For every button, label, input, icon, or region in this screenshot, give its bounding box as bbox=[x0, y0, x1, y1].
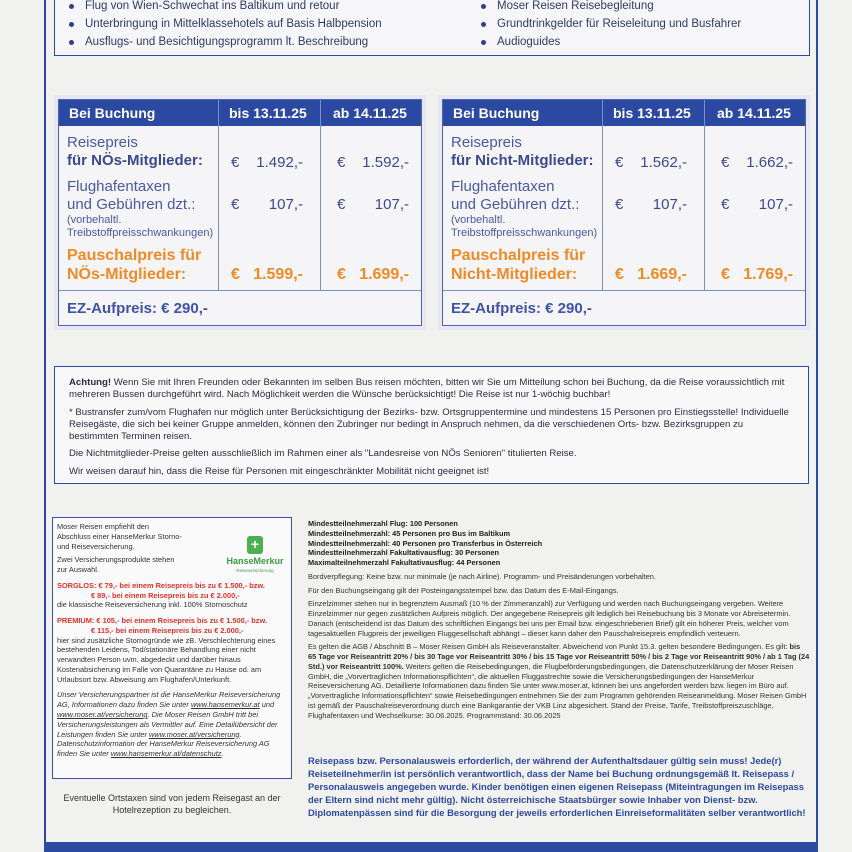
premium-price: PREMIUM: € 105,- bei einem Reisepreis bis zu € 1.500,- bzw. bbox=[57, 616, 268, 626]
notice-paragraph: * Bustransfer zum/vom Flughafen nur möglich unter Berücksichtigung der Bezirks- bzw. Ortsgruppentermine und mindestens 15 Personen pro Einstiegsstelle! Individuelle Reisegäste, die sich bei keiner Gruppe anmelden, können den Zubringer nur bedingt in Anspruch nehmen, da die verschiedenen Orts- bzw. Bezirksgruppen zu bestimmten Terminen reisen. bbox=[69, 406, 789, 443]
participant-minimums: Mindestteilnehmerzahl Flug: 100 Personen Mindestteilnehmerzahl: 45 Personen pro Bus im Baltikum Mindestteilnehmerzahl: 40 Personen pro Transferbus in Österreich Mindestteilnehmerzahl Fakultativausflug: 30 Personen Maximalteilnehmerzahl Fakultativausflug: 44 Personen bbox=[308, 519, 543, 568]
conditions-paragraph: Für den Buchungseingang gilt der Posteingangsstempel bzw. das Datum des E-Mail-Eingangs. bbox=[308, 585, 619, 595]
moser-insurance-link-2[interactable]: www.moser.at/versicherung bbox=[149, 729, 240, 739]
conditions-paragraph: Einzelzimmer stehen nur in begrenztem Ausmaß (10 % der Zimmeranzahl) zur Verfügung und werden nach Buchungseingang vergeben. Weitere Einzelzimmer nur gegen zusätzlichen Aufpreis möglich. Der angegebene Reisepreis gilt lediglich bei Reisebuchung bis 3 Monate vor Abreisetermin. Danach (entscheidend ist das Datum des schriftlichen Eingangs bei uns per Email bzw. eingeschriebenen Brief) gilt ein höherer Preis, welcher vom tagesaktuellen Flugpreis der jeweiligen Fluggesellschaft abhängt – dieser kann daher den Pauschalreisepreis empfindlich verteuern. bbox=[308, 599, 791, 638]
list-item: Audioguides bbox=[471, 33, 741, 51]
list-item: Flug von Wien-Schwechat ins Baltikum und retour bbox=[59, 0, 382, 15]
header-col2: ab 14.11.25 bbox=[333, 105, 407, 121]
premium-desc: hier sind zusätzliche Stornogründe wie zB. Verschlechterung eines bestehenden Leidens, Tod/stationäre Behandlung einer nicht verwandten Person uvm. abgedeckt und darüber hinaus Kostenabsicherung im Falle von Quarantäne zu Hause od. am Urlaubsort bzw. Abweisung am Flughafen/Unterkunft. bbox=[57, 635, 276, 684]
hansemerkur-privacy-link[interactable]: www.hansemerkur.at/datenschutz bbox=[110, 749, 222, 759]
list-item: Grundtrinkgelder für Reiseleitung und Busfahrer bbox=[471, 15, 741, 33]
list-item: Ausflugs- und Besichtigungsprogramm lt. Beschreibung bbox=[59, 33, 382, 51]
flat-price-label: Pauschalpreis für NÖs-Mitglieder: bbox=[67, 247, 202, 284]
conditions-paragraph: Bordverpflegung: Keine bzw. nur minimale (je nach Airline). Programm- und Preisänderungen vorbehalten. bbox=[308, 571, 656, 581]
inclusions-left-list bbox=[59, 0, 382, 51]
header-booking: Bei Buchung bbox=[69, 105, 156, 121]
notice-paragraph: Achtung! Wenn Sie mit Ihren Freunden oder Bekannten im selben Bus reisen möchten, bitten wir Sie um Mitteilung schon bei Buchung, da die Reise voraussichtlich mit mehreren Bussen durchgeführt wird. Nach Möglichkeit werden die Wünsche berücksichtigt! Die Reise ist nur 1-wöchig buchbar! bbox=[69, 377, 785, 401]
single-room-surcharge: EZ-Aufpreis: € 290,- bbox=[67, 300, 208, 317]
hansemerkur-icon bbox=[247, 536, 263, 554]
sorglos-price-2: € 89,- bei einem Reisepreis bis zu € 2.000,- bbox=[91, 590, 240, 600]
bottom-bar bbox=[44, 842, 818, 852]
notice-paragraph: Die Nichtmitglieder-Preise gelten ausschließlich im Rahmen einer als "Landesreise von NÖs Senioren" titulierten Reise. bbox=[69, 448, 577, 460]
conditions-text bbox=[308, 519, 810, 725]
conditions-paragraph: Es gelten die AGB / Abschnitt B – Moser Reisen GmbH als Reiseveranstalter. Abweichend von Punkt 15.3. gelten besondere Bedingungen. Es gilt: bis 65 Tage vor Reiseantritt 20% / bis 30 Tage vor Reiseantritt 30% / bis 15 Tage vor Reiseantritt 50% / bis 2 Tage vor Reiseantritt 90% / ab 1 Tag (24 Std.) vor Reiseantritt 100%. Weiters gelten die Reisebedingungen, die Flugbeförderungsbedingungen, die Datenschutzerklärung der Moser Reisen GmbH, die „Vorvertraglichen Informationspflichten“, die aktuellen Fluggastrechte sowie die Versicherungsbedingungen der HanseMerkur Reiseversicherung AG. Detaillierte Informationen dazu finden Sie unter www.moser.at, können bei uns angefordert werden bzw. liegen im Büro auf. „Vorvertragliche Informationspflichten“ sowie Reisebedingungen entnehmen Sie der zum Programm gehörenden Reiseanmeldung. Moser Reisen GmbH ist gemäß der Pauschalreiseverordnung durch eine Bankgarantie der VKB Linz abgesichert. Stand der Preise, Tarife, Treibstoffpreiszuschläge, Flughafentaxen und Wechselkurse: 30.06.2025. Programmstand: 30.06.2025 bbox=[308, 642, 810, 720]
hansemerkur-logo: + HanseMerkur Reiseversicherung bbox=[221, 536, 289, 574]
single-room-surcharge: EZ-Aufpreis: € 290,- bbox=[451, 300, 592, 317]
hansemerkur-link[interactable]: www.hansemerkur.at bbox=[190, 700, 260, 710]
price-table-non-members: Bei Buchung bis 13.11.25 ab 14.11.25 Reisepreis für Nicht-Mitglieder: € 1.562,- € 1.662,- Flughafentaxen und Gebühren dzt.: (vorbehaltl. Treibstoffpreisschwankungen) € 107,- € 107,- Pauschalpreis für Nicht-Mitglieder: € 1.669,- € 1.769,- EZ-Aufpreis: € 290,- bbox=[438, 95, 810, 330]
premium-price-2: € 115,- bei einem Reisepreis bis zu € 2.000,- bbox=[91, 625, 244, 635]
fee-label: Flughafentaxen und Gebühren dzt.: (vorbehaltl. Treibstoffpreisschwankungen) bbox=[67, 178, 214, 240]
list-item: Unterbringung in Mittelklassehotels auf Basis Halbpension bbox=[59, 15, 382, 33]
insurance-options-text: Zwei Versicherungsprodukte stehen zur Auswahl. bbox=[57, 555, 175, 575]
insurance-intro: Moser Reisen empfiehlt den Abschluss einer HanseMerkur Storno- und Reiseversicherung. bbox=[57, 522, 182, 551]
header-col2: ab 14.11.25 bbox=[717, 105, 791, 121]
local-taxes-note: Eventuelle Ortstaxen sind von jedem Reisegast an der Hotelrezeption zu begleichen. bbox=[63, 793, 281, 816]
insurance-partner-text: Unser Versicherungspartner ist die HanseMerkur Reiseversicherung AG, Informationen dazu finden Sie unter www.hansemerkur.at und www.moser.at/versicherung. Die Moser Reisen GmbH tritt bei Versicherungsleistungen als Vermittler auf. Eine Detailübersicht der Leistungen finden Sie unter www.moser.at/versicherung. Datenschutzinformation der HanseMerkur Reiseversicherung AG finden Sie unter www.hansemerkur.at/datenschutz. bbox=[57, 690, 281, 759]
moser-insurance-link[interactable]: www.moser.at/versicherung bbox=[57, 710, 148, 720]
price-label: Reisepreis für NÖs-Mitglieder: bbox=[67, 134, 203, 169]
sorglos-price: SORGLOS: € 79,- bei einem Reisepreis bis zu € 1.500,- bzw. bbox=[57, 580, 265, 590]
fee-label: Flughafentaxen und Gebühren dzt.: (vorbehaltl. Treibstoffpreisschwankungen) bbox=[451, 178, 598, 240]
price-table-header bbox=[59, 100, 421, 126]
passport-notice: Reisepass bzw. Personalausweis erforderlich, der während der Aufenthaltsdauer gültig sein muss! Jede(r) Reiseteilnehmer/in ist persönlich verantwortlich, dass der Name bei Buchung ordnungsgemäß lt. Reisepass / Personalausweis angegeben wurde. Kinder benötigen einen eigenen Reisepass (Miteintragungen im Reisepass der Eltern sind nicht mehr gültig). Nicht österreichische Staatsbürger sowie Inhaber von Dienst- bzw. Diplomatenpässen sind für die Besorgung der jeweils erforderlichen Einreiseformalitäten selber verantwortlich! bbox=[308, 755, 806, 818]
sorglos-desc: die klassische Reiseversicherung inkl. 100% Stornoschutz bbox=[57, 600, 248, 610]
price-label: Reisepreis für Nicht-Mitglieder: bbox=[451, 134, 594, 169]
list-item: Moser Reisen Reisebegleitung bbox=[471, 0, 741, 15]
header-col1: bis 13.11.25 bbox=[229, 105, 307, 121]
notice-box bbox=[54, 366, 809, 484]
header-col1: bis 13.11.25 bbox=[613, 105, 691, 121]
inclusions-box bbox=[54, 0, 810, 56]
price-table-members: Bei Buchung bis 13.11.25 ab 14.11.25 Reisepreis für NÖs-Mitglieder: € 1.492,- € 1.592,- Flughafentaxen und Gebühren dzt.: (vorbehaltl. Treibstoffpreisschwankungen) € 107,- € 107,- Pauschalpreis für NÖs-Mitglieder: € 1.599,- € 1.699,- EZ-Aufpreis: € 290,- bbox=[54, 95, 426, 330]
notice-paragraph: Wir weisen darauf hin, dass die Reise für Personen mit eingeschränkter Mobilität nicht geeignet ist! bbox=[69, 465, 490, 477]
inclusions-right-list bbox=[471, 0, 741, 51]
price-table-header bbox=[443, 100, 805, 126]
header-booking: Bei Buchung bbox=[453, 105, 540, 121]
flat-price-label: Pauschalpreis für Nicht-Mitglieder: bbox=[451, 247, 586, 284]
insurance-box bbox=[52, 517, 292, 779]
